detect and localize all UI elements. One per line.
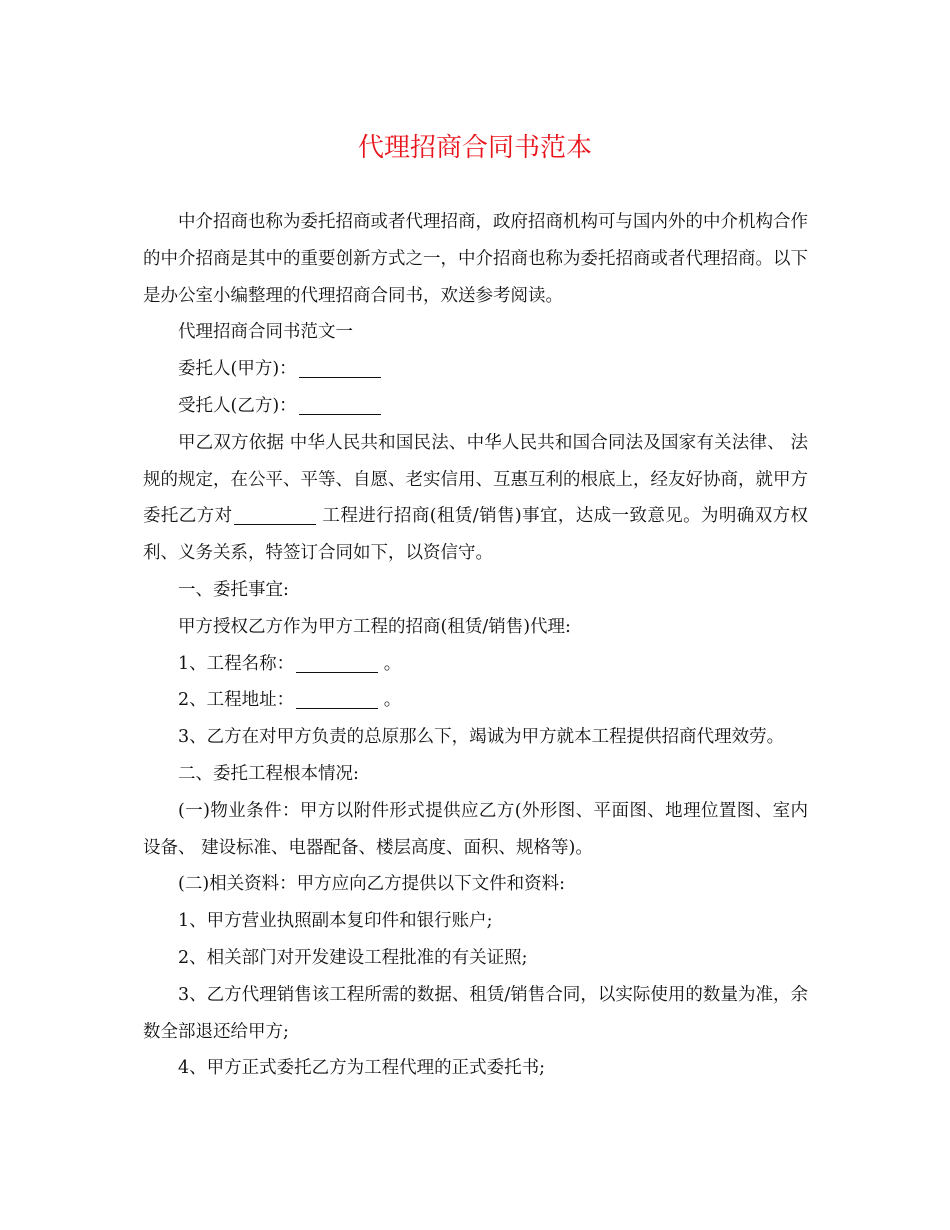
doc-2: 2、相关部门对开发建设工程批准的有关证照; [178,947,528,968]
party-a-blank [299,359,381,378]
basis-text-1: 甲乙双方依据 中华人民共和国民法、中华人民共和国合同法及国家有关法律、 法规的规定，在公平、平等、自愿、老实信用、互惠互利的根底上，经友好协商，就甲方委托乙方对 [143,432,808,527]
item1-desc: 甲方授权乙方作为甲方工程的招商(租赁/销售)代理: [178,616,571,637]
item2-heading: 二、委托工程根本情况: [178,763,359,784]
document-title: 代理招商合同书范本 [357,133,592,163]
basis-paragraph [143,425,808,572]
basis-text-2: 工程进行招商(租赁/销售)事宜，达成一致意见。为明确双方权利、义务关系，特签订合同如下，以资信守。 [143,506,808,564]
party-a-label: 委托人(甲方)： [178,359,297,380]
project-name-blank [296,654,378,673]
item1-name-line [143,646,808,683]
party-b-line [143,388,808,425]
period-mark: 。 [378,653,402,674]
project-addr-blank [296,690,378,709]
project-name-label: 1、工程名称： [178,653,295,674]
item1-heading: 一、委托事宜: [178,579,289,600]
doc-1: 1、甲方营业执照副本复印件和银行账户; [178,911,493,932]
item1-addr-line [143,682,808,719]
period-mark: 。 [378,690,402,711]
project-addr-label: 2、工程地址： [178,690,295,711]
section-heading: 代理招商合同书范文一 [178,322,353,343]
item1-3: 3、乙方在对甲方负责的总原那么下，竭诚为甲方就本工程提供招商代理效劳。 [178,727,785,748]
party-b-label: 受托人(乙方)： [178,395,297,416]
doc-3: 3、乙方代理销售该工程所需的数据、租赁/销售合同，以实际使用的数量为准，余数全部退还给甲方; [143,984,808,1042]
project-blank [234,506,316,525]
doc-4: 4、甲方正式委托乙方为工程代理的正式委托书; [178,1058,546,1079]
item2-1: (一)物业条件：甲方以附件形式提供应乙方(外形图、平面图、地理位置图、室内设备、 建设标准、电器配备、楼层高度、面积、规格等)。 [143,800,808,858]
item2-2: (二)相关资料：甲方应向乙方提供以下文件和资料: [178,874,566,895]
party-b-blank [299,396,381,415]
party-a-line [143,351,808,388]
document-body [143,204,808,1087]
intro-paragraph: 中介招商也称为委托招商或者代理招商，政府招商机构可与国内外的中介机构合作的中介招商是其中的重要创新方式之一，中介招商也称为委托招商或者代理招商。以下是办公室小编整理的代理招商合同书，欢送参考阅读。 [143,212,808,306]
